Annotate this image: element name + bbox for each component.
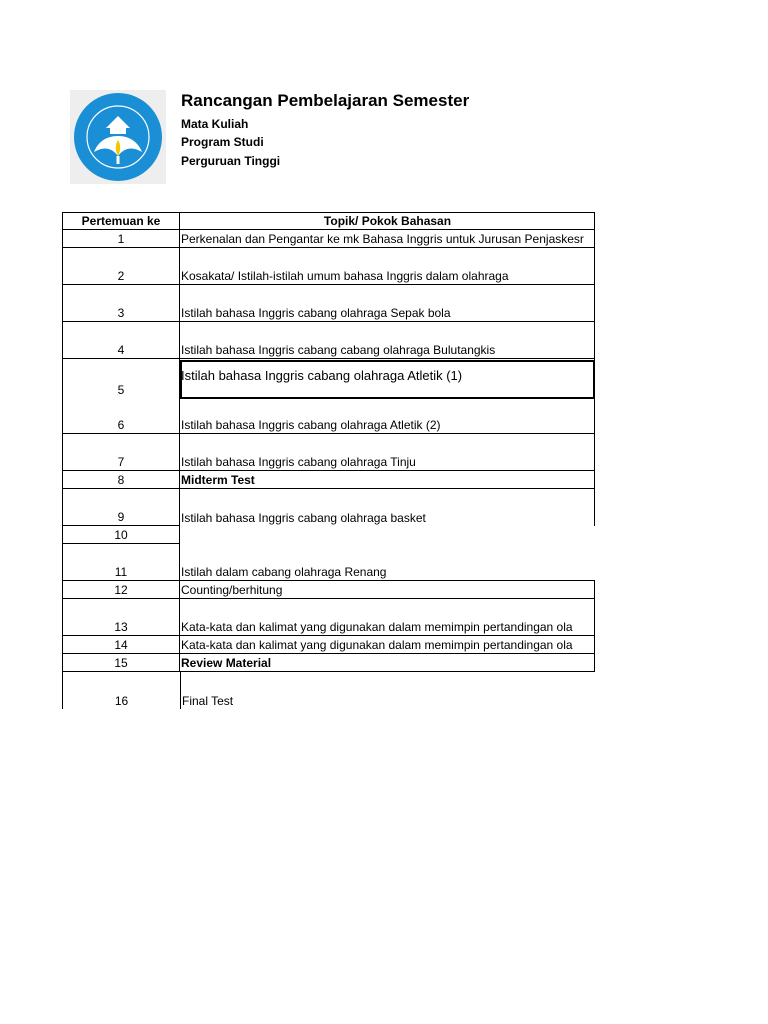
table-row <box>62 672 595 709</box>
meeting-number: 2 <box>62 248 180 285</box>
meeting-number: 9 <box>62 489 180 526</box>
topic-cell: Istilah dalam cabang olahraga Renang <box>180 544 595 581</box>
topic-cell: Counting/berhitung <box>180 581 595 599</box>
topic-cell: Istilah bahasa Inggris cabang olahraga Atletik (2) <box>180 398 595 434</box>
topic-cell: Istilah bahasa Inggris cabang olahraga Tinju <box>180 434 595 471</box>
table-row <box>62 285 595 322</box>
table-row <box>62 544 595 581</box>
table-row <box>62 322 595 359</box>
table-row <box>62 636 595 654</box>
topic-cell: Kata-kata dan kalimat yang digunakan dalam memimpin pertandingan ola <box>180 599 595 636</box>
meeting-number: 5 <box>62 359 180 398</box>
table-row <box>62 248 595 285</box>
field-perguruan-tinggi: Perguruan Tinggi <box>181 154 281 168</box>
topic-cell <box>180 526 595 544</box>
table-row <box>62 230 595 248</box>
schedule-table <box>62 212 595 709</box>
topic-cell: Review Material <box>180 654 595 672</box>
table-row <box>62 398 595 434</box>
column-header-topic: Topik/ Pokok Bahasan <box>180 212 595 230</box>
meeting-number: 16 <box>62 672 180 709</box>
meeting-number: 6 <box>62 398 180 434</box>
topic-cell: Kata-kata dan kalimat yang digunakan dalam memimpin pertandingan ola <box>180 636 595 654</box>
topic-cell: Midterm Test <box>180 471 595 489</box>
meeting-number: 3 <box>62 285 180 322</box>
table-row <box>62 526 595 544</box>
meeting-number: 7 <box>62 434 180 471</box>
document-title: Rancangan Pembelajaran Semester <box>181 91 470 110</box>
table-row <box>62 489 595 526</box>
topic-cell: Istilah bahasa Inggris cabang olahraga Sepak bola <box>180 285 595 322</box>
meeting-number: 11 <box>62 544 180 581</box>
topic-cell: Kosakata/ Istilah-istilah umum bahasa Inggris dalam olahraga <box>180 248 595 285</box>
topic-cell: Istilah bahasa Inggris cabang olahraga basket <box>180 489 595 526</box>
meeting-number: 15 <box>62 654 180 672</box>
meeting-number: 4 <box>62 322 180 359</box>
meeting-number: 14 <box>62 636 180 654</box>
topic-cell: Final Test <box>180 672 595 709</box>
meeting-number: 13 <box>62 599 180 636</box>
meeting-number: 8 <box>62 471 180 489</box>
meeting-number: 12 <box>62 581 180 599</box>
meeting-number: 1 <box>62 230 180 248</box>
table-header-row <box>62 212 595 230</box>
topic-cell: Perkenalan dan Pengantar ke mk Bahasa Inggris untuk Jurusan Penjaskesr <box>180 230 595 248</box>
table-row <box>62 599 595 636</box>
table-row <box>62 581 595 599</box>
field-program-studi: Program Studi <box>181 135 264 149</box>
institution-logo <box>70 90 166 184</box>
table-row <box>62 434 595 471</box>
topic-cell: Istilah bahasa Inggris cabang cabang olahraga Bulutangkis <box>180 322 595 359</box>
column-header-meeting: Pertemuan ke <box>62 212 180 230</box>
selected-cell-border <box>180 360 595 399</box>
topic-cell: Istilah bahasa Inggris cabang olahraga Atletik (1) <box>180 359 595 398</box>
table-row <box>62 471 595 489</box>
field-mata-kuliah: Mata Kuliah <box>181 117 249 131</box>
meeting-number: 10 <box>62 526 180 544</box>
table-row <box>62 654 595 672</box>
